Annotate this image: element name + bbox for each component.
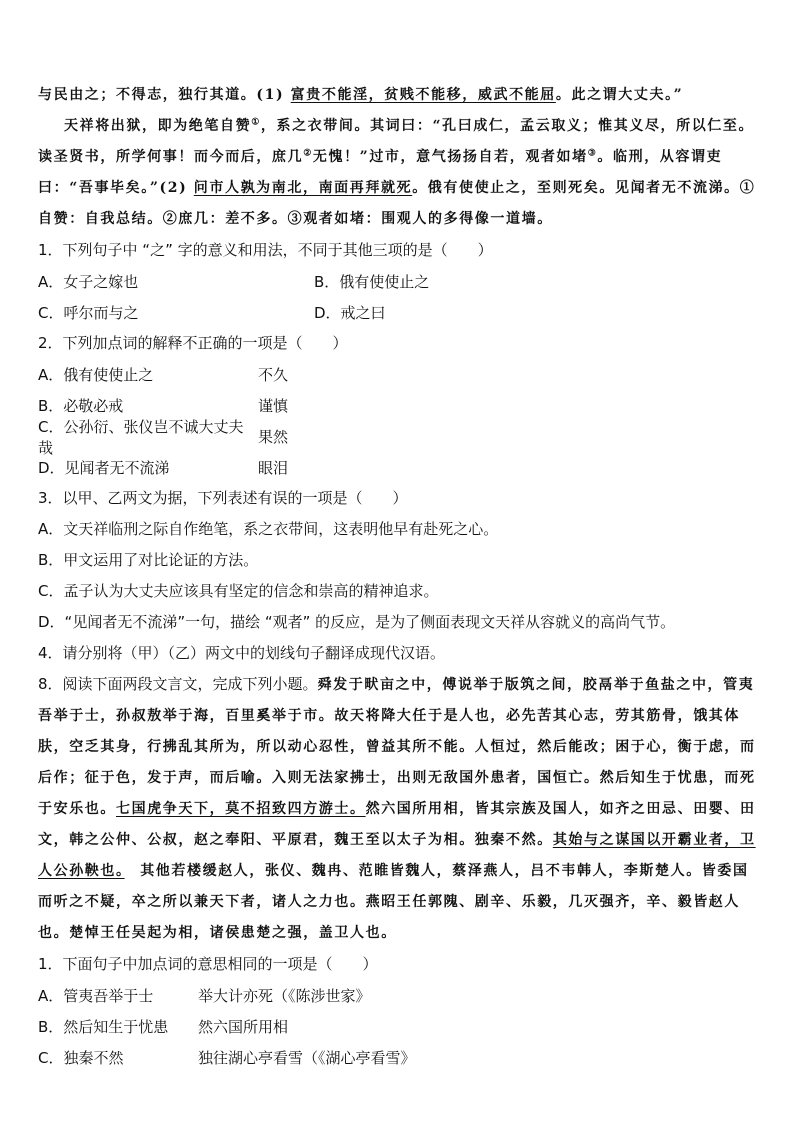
underlined-sentence-3: 七国虎争天下，莫不招致四方游士。	[116, 801, 366, 817]
underlined-sentence-1: 富贵不能淫，贫贱不能移，威武不能屈	[290, 87, 556, 103]
question-2-option-d: D．见闻者无不流涕 眼泪	[38, 459, 289, 477]
underlined-sentence-4: 其始与之谋国以开霸业者，卫人公孙鞅也。	[38, 832, 756, 879]
question-8-1-option-a: A．管夷吾举于士 举大计亦死（《陈涉世家》	[38, 987, 371, 1005]
underlined-sentence-2: 问市人孰为南北，南面再拜就死	[193, 180, 413, 196]
question-1-options-row-1	[38, 266, 758, 297]
question-2-stem: 2．下列加点词的解释不正确的一项是（ ）	[38, 334, 348, 352]
question-8-1-option-c: C．独秦不然 独往湖心亭看雪（《湖心亭看雪》	[38, 1049, 416, 1067]
option-c: C．呼尔而与之	[38, 304, 139, 322]
question-2-option-b: B．必敬必戒 谨慎	[38, 397, 289, 415]
question-1-stem: 1．下列句子中 “之” 字的意义和用法，不同于其他三项的是（ ）	[38, 241, 493, 259]
question-4-stem: 4．请分别将（甲）（乙）两文中的划线句子翻译成现代汉语。	[38, 644, 446, 662]
question-2-option-c: C．公孙衍、张仪岂不诚大丈夫哉 果然	[38, 417, 289, 457]
question-8-1-stem: 1．下面句子中加点词的意思相同的一项是（ ）	[38, 955, 378, 973]
footnote-mark-3: ③	[587, 148, 598, 159]
option-a: A．女子之嫁也	[38, 273, 139, 291]
question-8-1-option-b: B．然后知生于忧患 然六国所用相	[38, 1018, 289, 1036]
question-3-option-d: D．“见闻者无不流涕”一句，描绘 “观者” 的反应，是为了侧面表现文天祥从容就义的高尚气节。	[38, 613, 676, 631]
question-3-option-c: C．孟子认为大丈夫应该具有坚定的信念和崇高的精神追求。	[38, 582, 439, 600]
passage-paragraph-2: 天祥将出狱，即为绝笔自赞①，系之衣带间。其词曰：“孔曰成仁，孟云取义；惟其义尽，所以仁至。读圣贤书，所学何事！而今而后，庶几②无愧！”过市，意气扬扬自若，观者如堵③。临刑，从容谓吏曰：“吾事毕矣。”(2) 问市人孰为南北，南面再拜就死。俄有使使止之，至则死矣。见闻者无不流涕。①自赞：自我总结。②庶几：差不多。③观者如堵：围观人的多得像一道墙。	[38, 117, 756, 227]
document-page	[38, 80, 758, 1073]
question-8-intro: 8．阅读下面两段文言文，完成下列小题。	[38, 675, 318, 693]
option-d: D．戒之曰	[314, 304, 386, 322]
question-3-option-b: B．甲文运用了对比论证的方法。	[38, 551, 259, 569]
option-b: B．俄有使使止之	[314, 273, 430, 291]
passage-line-1: 与民由之；不得志，独行其道。(1) 富贵不能淫，贫贱不能移，威武不能屈。此之谓大丈夫。”	[38, 87, 684, 103]
question-8-passage: 8．阅读下面两段文言文，完成下列小题。舜发于畎亩之中，傅说举于版筑之间，胶鬲举于鱼盐之中，管夷吾举于士，孙叔敖举于海，百里奚举于市。故天将降大任于是人也，必先苦其心志，劳其筋骨，饿其体肤，空乏其身，行拂乱其所为，所以动心忍性，曾益其所不能。人恒过，然后能改；困于心，衡于虑，而后作；征于色，发于声，而后喻。入则无法家拂士，出则无敌国外患者，国恒亡。然后知生于忧患，而死于安乐也。七国虎争天下，莫不招致四方游士。然六国所用相，皆其宗族及国人，如齐之田忌、田婴、田文，韩之公仲、公叔，赵之奉阳、平原君，魏王至以太子为相。独秦不然。其始与之谋国以开霸业者，卫人公孙鞅也。 其他若楼缓赵人，张仪、魏冉、范睢皆魏人，蔡泽燕人，吕不韦韩人，李斯楚人。皆委国而听之不疑，卒之所以兼天下者，诸人之力也。燕昭王任郭隗、剧辛、乐毅，几灭强齐，辛、毅皆赵人也。楚悼王任吴起为相，诸侯患楚之强，盖卫人也。	[38, 675, 756, 941]
question-3-stem: 3．以甲、乙两文为据，下列表述有误的一项是（ ）	[38, 489, 408, 507]
footnote-mark-2: ②	[303, 148, 313, 159]
question-2-option-a: A．俄有使使止之 不久	[38, 366, 289, 384]
footnote-mark-1: ①	[251, 117, 261, 128]
question-3-option-a: A．文天祥临刑之际自作绝笔，系之衣带间，这表明他早有赴死之心。	[38, 520, 499, 538]
question-1-options-row-2	[38, 297, 758, 328]
